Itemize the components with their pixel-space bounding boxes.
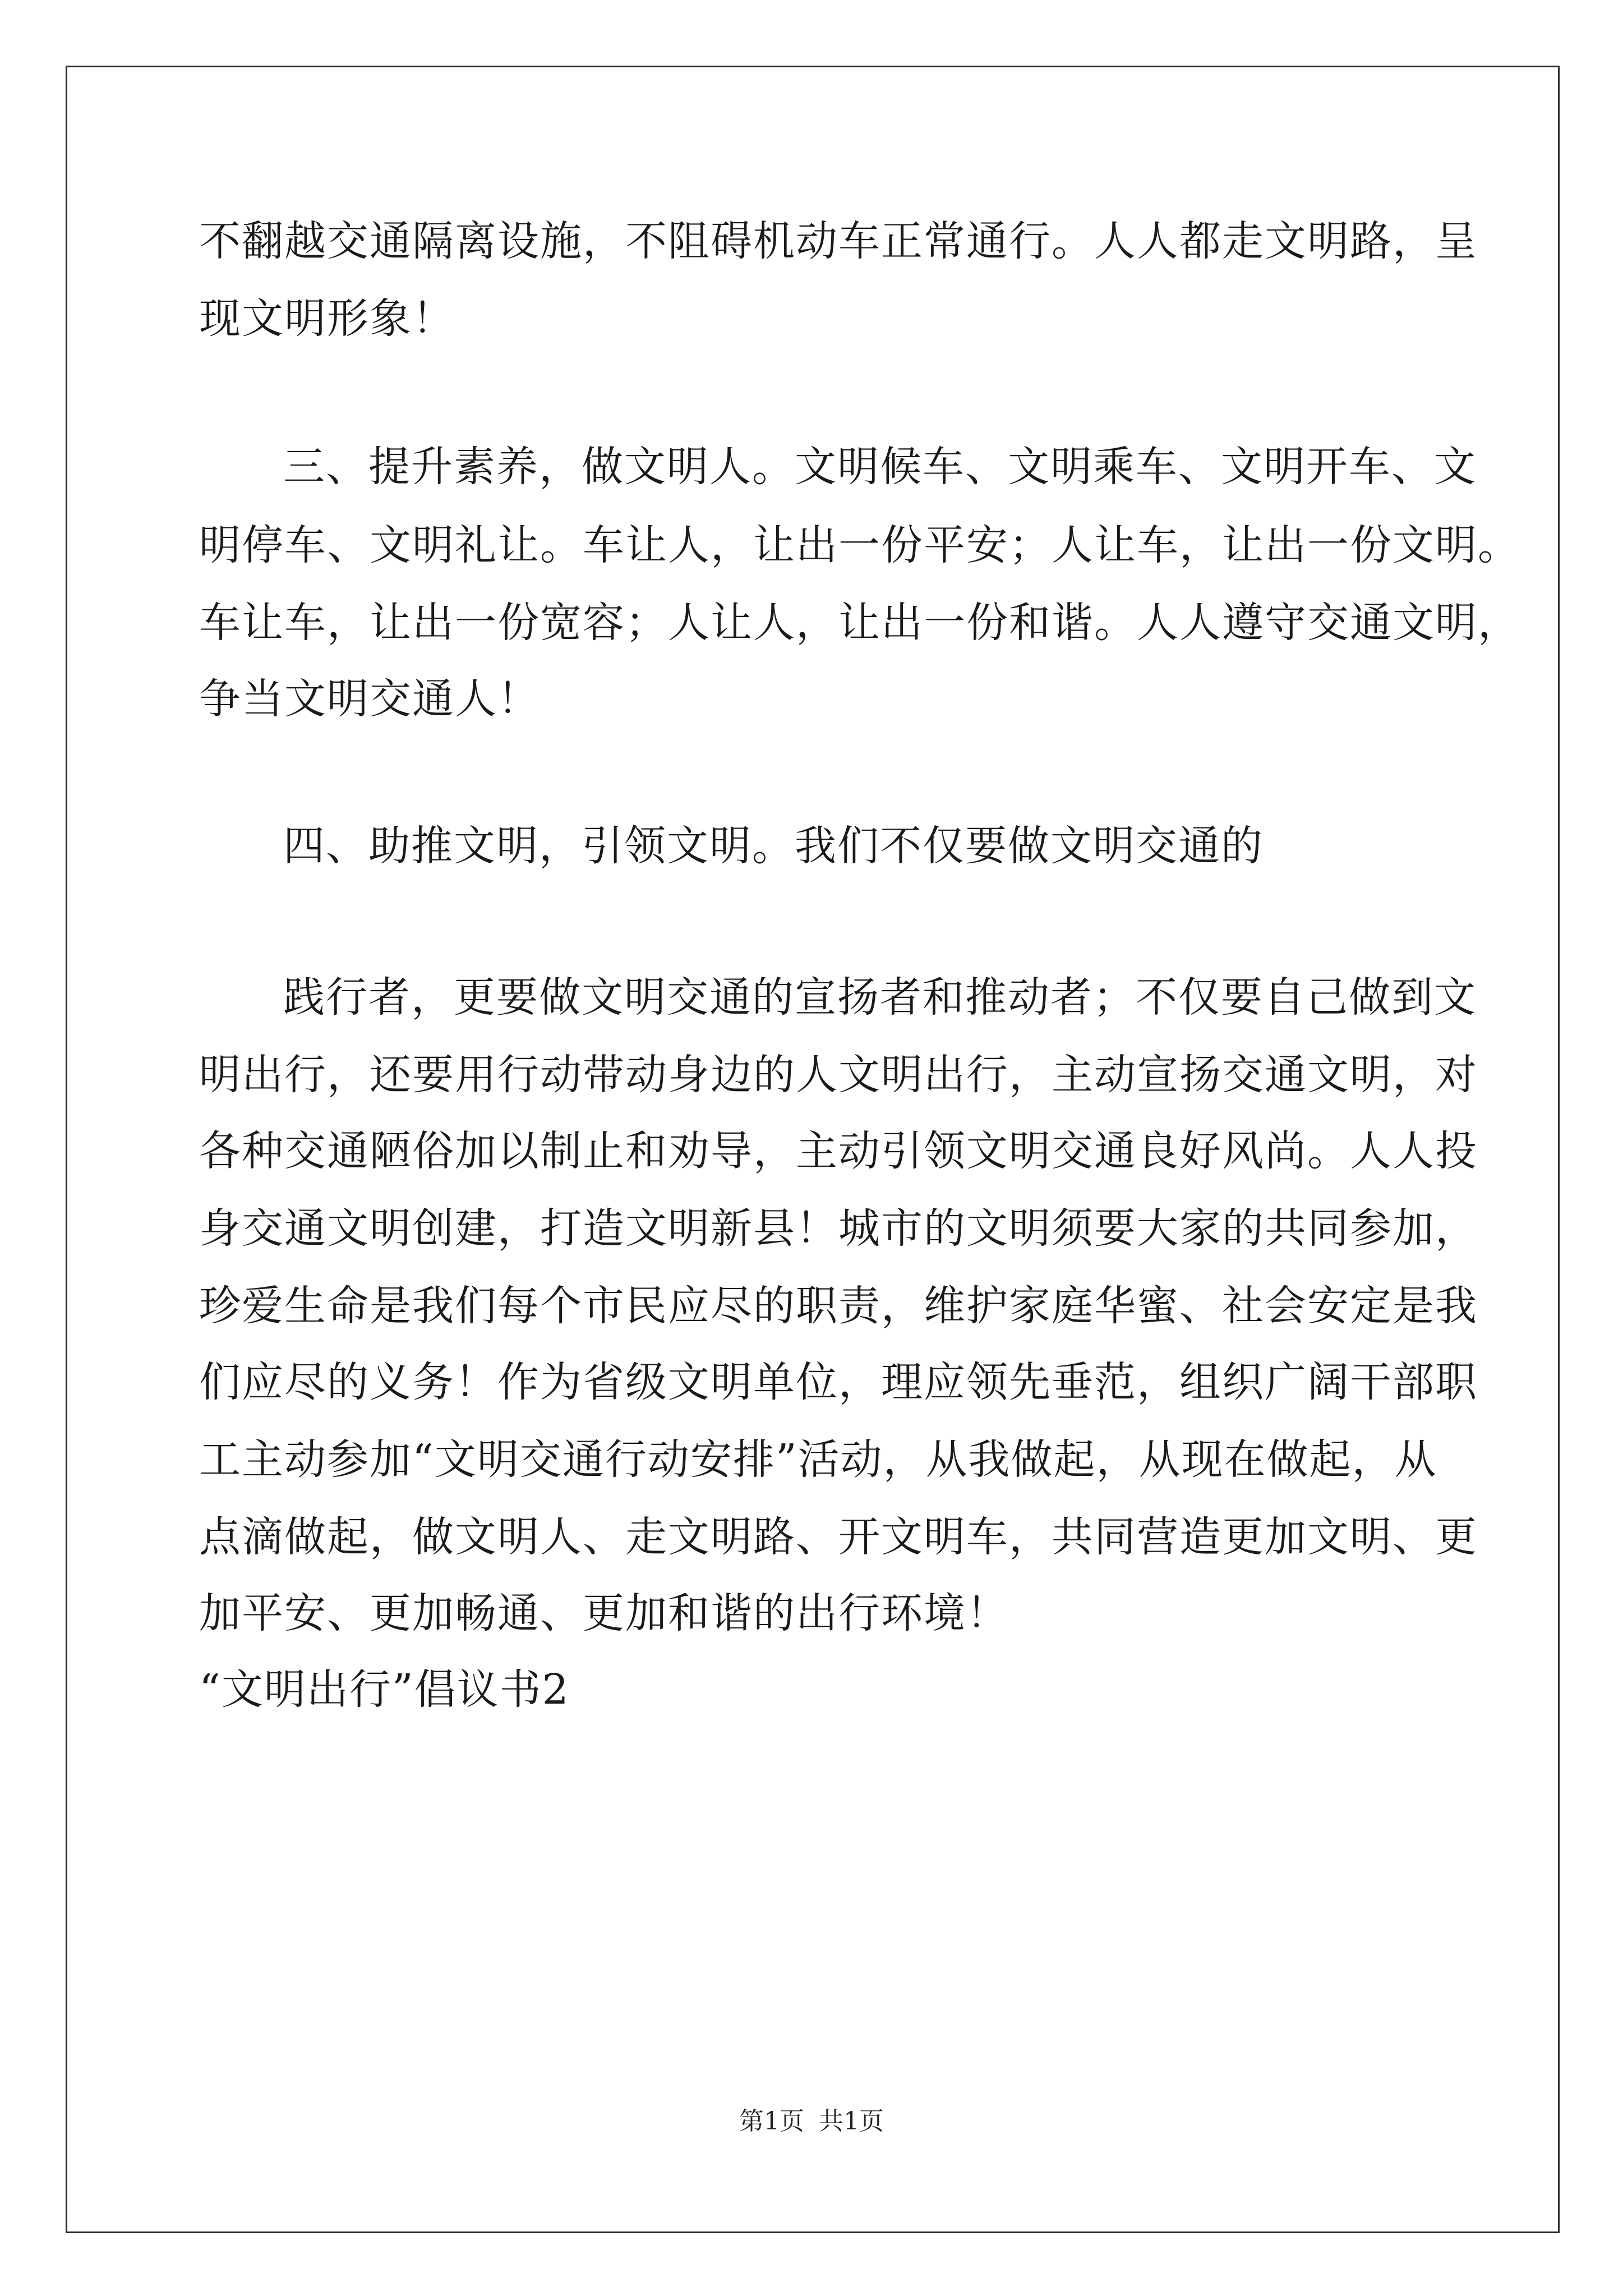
body-line-2: 现文明形象！	[199, 295, 455, 343]
next-document-title: “文明出行”倡议书2	[199, 1665, 570, 1714]
section-4-line-8: 工主动参加“文明交通行动安排”活动，从我做起，从现在做起，从	[199, 1435, 1437, 1484]
section-3-line-4: 争当文明交通人！	[199, 675, 540, 723]
section-4-line-3: 明出行，还要用行动带动身边的人文明出行，主动宣扬交通文明，对	[199, 1051, 1478, 1099]
section-4-line-4: 各种交通陋俗加以制止和劝导，主动引领文明交通良好风尚。人人投	[199, 1127, 1478, 1175]
section-3-line-2: 明停车、文明礼让。车让人，让出一份平安；人让车，让出一份文明。	[199, 521, 1520, 569]
section-4-line-6: 珍爱生命是我们每个市民应尽的职责，维护家庭华蜜、社会安定是我	[199, 1282, 1478, 1330]
page-number: 第1页	[739, 2107, 804, 2136]
section-4-line-10: 加平安、更加畅通、更加和谐的出行环境！	[199, 1589, 1009, 1637]
page-total: 共1页	[819, 2107, 884, 2136]
body-line-1: 不翻越交通隔离设施，不阻碍机动车正常通行。人人都走文明路，呈	[199, 217, 1478, 265]
section-3-line-3: 车让车，让出一份宽容；人让人，让出一份和谐。人人遵守交通文明，	[199, 599, 1520, 647]
section-4-line-2: 践行者，更要做文明交通的宣扬者和推动者；不仅要自己做到文	[283, 973, 1477, 1022]
page-footer	[0, 2105, 1623, 2138]
section-4-line-9: 点滴做起，做文明人、走文明路、开文明车，共同营造更加文明、更	[199, 1513, 1478, 1561]
section-4-line-5: 身交通文明创建，打造文明新县！城市的文明须要大家的共同参加，	[199, 1204, 1478, 1253]
section-4-line-7: 们应尽的义务！作为省级文明单位，理应领先垂范，组织广阔干部职	[199, 1358, 1478, 1406]
section-3-line-1: 三、提升素养，做文明人。文明候车、文明乘车、文明开车、文	[283, 443, 1477, 491]
section-4-line-1: 四、助推文明，引领文明。我们不仅要做文明交通的	[283, 822, 1264, 870]
